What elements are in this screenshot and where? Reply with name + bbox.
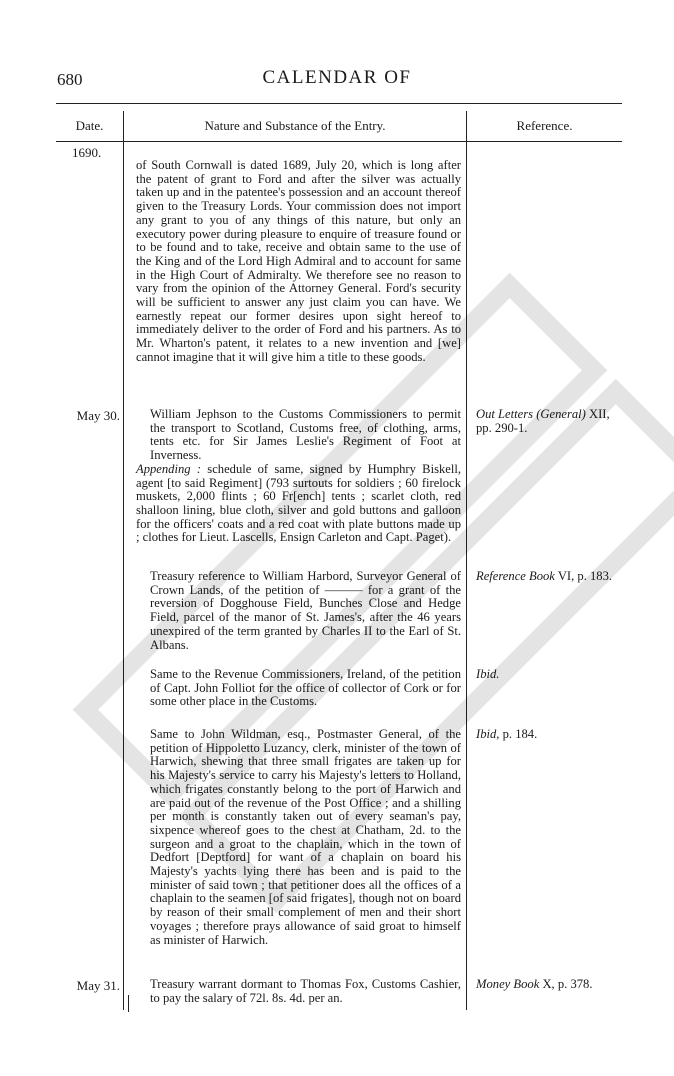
column-rule-left-lower — [128, 995, 129, 1012]
entry-text: Treasury reference to William Harbord, Surveyor General of Crown Lands, of the petition of ——— for a grant of the reversion of Dogghouse Field, Bunches Close and Hedge Field, parcel of the manor of St. James's, after the 46 years unexpired of the term granted by Charles II to the Earl of St. Albans. — [150, 569, 461, 652]
ref-location: p. 184. — [502, 727, 538, 741]
entry-continuation — [136, 159, 461, 365]
column-rule-left — [123, 111, 124, 1010]
year-label: 1690. — [72, 145, 102, 160]
ref-title: Ibid. — [476, 667, 500, 681]
entry-reference — [476, 728, 626, 742]
entry-date: May 31. — [76, 978, 120, 993]
ref-qualifier: (General) — [536, 407, 586, 421]
entry-text: Same to John Wildman, esq., Postmaster General, of the petition of Hippoletto Luzancy, clerk, minister of the town of Harwich, shewing that three small frigates are taken up for his Majesty's service to carry his Majesty's letters to Holland, which frigates constantly belong to the port of Harwich and are paid out of the revenue of the Post Office ; and a shilling per month is constantly taken out of every seaman's pay, sixpence whereof goes to the chest at Chatham, 2d. to the surgeon and a groat to the chaplain, which in the town of Dedfort [Deptford] for want of a chaplain on board his Majesty's yachts lying there has been and is paid to the minister of said town ; that petitioner does all the offices of a chaplain to the seamen [of said frigates], though not on board by reason of their small complement of men and their short voyages ; therefore prays allowance of said groat to himself as minister of Harwich. — [150, 727, 461, 947]
ref-location: XII, pp. 290-1. — [476, 407, 610, 435]
entry-text: William Jephson to the Customs Commissioners to permit the transport to Scotland, Customs free, of clothing, arms, tents etc. for Sir James Leslie's Regiment of Foot at Inverness. — [150, 407, 461, 463]
ref-title: Reference Book — [476, 569, 555, 583]
page-number: 680 — [57, 70, 83, 89]
entry-warrant-fox — [136, 978, 461, 1005]
top-rule — [56, 103, 622, 104]
entry-reference — [476, 408, 626, 435]
entry-text: of South Cornwall is dated 1689, July 20, which is long after the patent of grant to Ford and after the silver was actually taken up and in the patentee's possession and an account thereof given to the Treasury Lords. Your commission does not import any grant to you of any things of this nature, but only an executory power during pleasure to enquire of treasure found or to be found and to take, receive and obtain same to the use of the King and of the Lord High Admiral and to account for same in the High Court of Admiralty. We therefore see no reason to vary from the opinion of the Attorney General. Ford's security will be sufficient to answer any just claim you can have. We earnestly repeat our former desires upon sight hereof to immediately deliver to the order of Ford and his partners. As to Mr. Wharton's patent, it relates to a new invention and [we] cannot imagine that it will give him a title to these goods. — [136, 158, 461, 364]
header-bottom-rule — [56, 141, 622, 142]
appending-text: schedule of same, signed by Humphry Biskell, agent [to said Regiment] (793 surtouts for soldiers ; 60 firelock muskets, 2,000 flints ; 60 Fr[ench] tents ; scarlet cloth, red shalloon lining, blue cloth, silver and gold buttons and galloon for the officers' coats and a red coat with plate buttons made up ; clothes for Lieut. Lascells, Ensign Carleton and Capt. Paget). — [136, 461, 462, 545]
entry-reference — [476, 570, 626, 584]
entry-wildman-petition — [136, 728, 461, 947]
entry-reference — [476, 978, 626, 992]
appending-label: Appending : — [136, 461, 202, 476]
ref-title: Ibid, — [476, 727, 500, 741]
column-header-nature: Nature and Substance of the Entry. — [204, 118, 386, 133]
entry-customs-transport — [136, 408, 461, 545]
column-header-date: Date. — [75, 118, 104, 133]
entry-date: May 30. — [76, 408, 120, 423]
entry-revenue-ireland — [136, 668, 461, 709]
column-header-reference: Reference. — [516, 118, 573, 133]
entry-reference — [476, 668, 626, 682]
entry-appending — [136, 463, 461, 545]
column-rule-right — [466, 111, 467, 1010]
running-title: CALENDAR OF — [262, 67, 412, 88]
ref-location: VI, p. 183. — [557, 569, 613, 583]
entry-treasury-reference-harbord — [136, 570, 461, 652]
entry-text: Treasury warrant dormant to Thomas Fox, Customs Cashier, to pay the salary of 72l. 8s. 4d. per an. — [150, 977, 461, 1005]
ref-title: Out Letters — [476, 407, 534, 421]
ref-title: Money Book — [476, 977, 540, 991]
entry-text: Same to the Revenue Commissioners, Ireland, of the petition of Capt. John Folliot for the office of collector of Cork or for some other place in the Customs. — [150, 667, 461, 709]
ref-location: X, p. 378. — [542, 977, 593, 991]
